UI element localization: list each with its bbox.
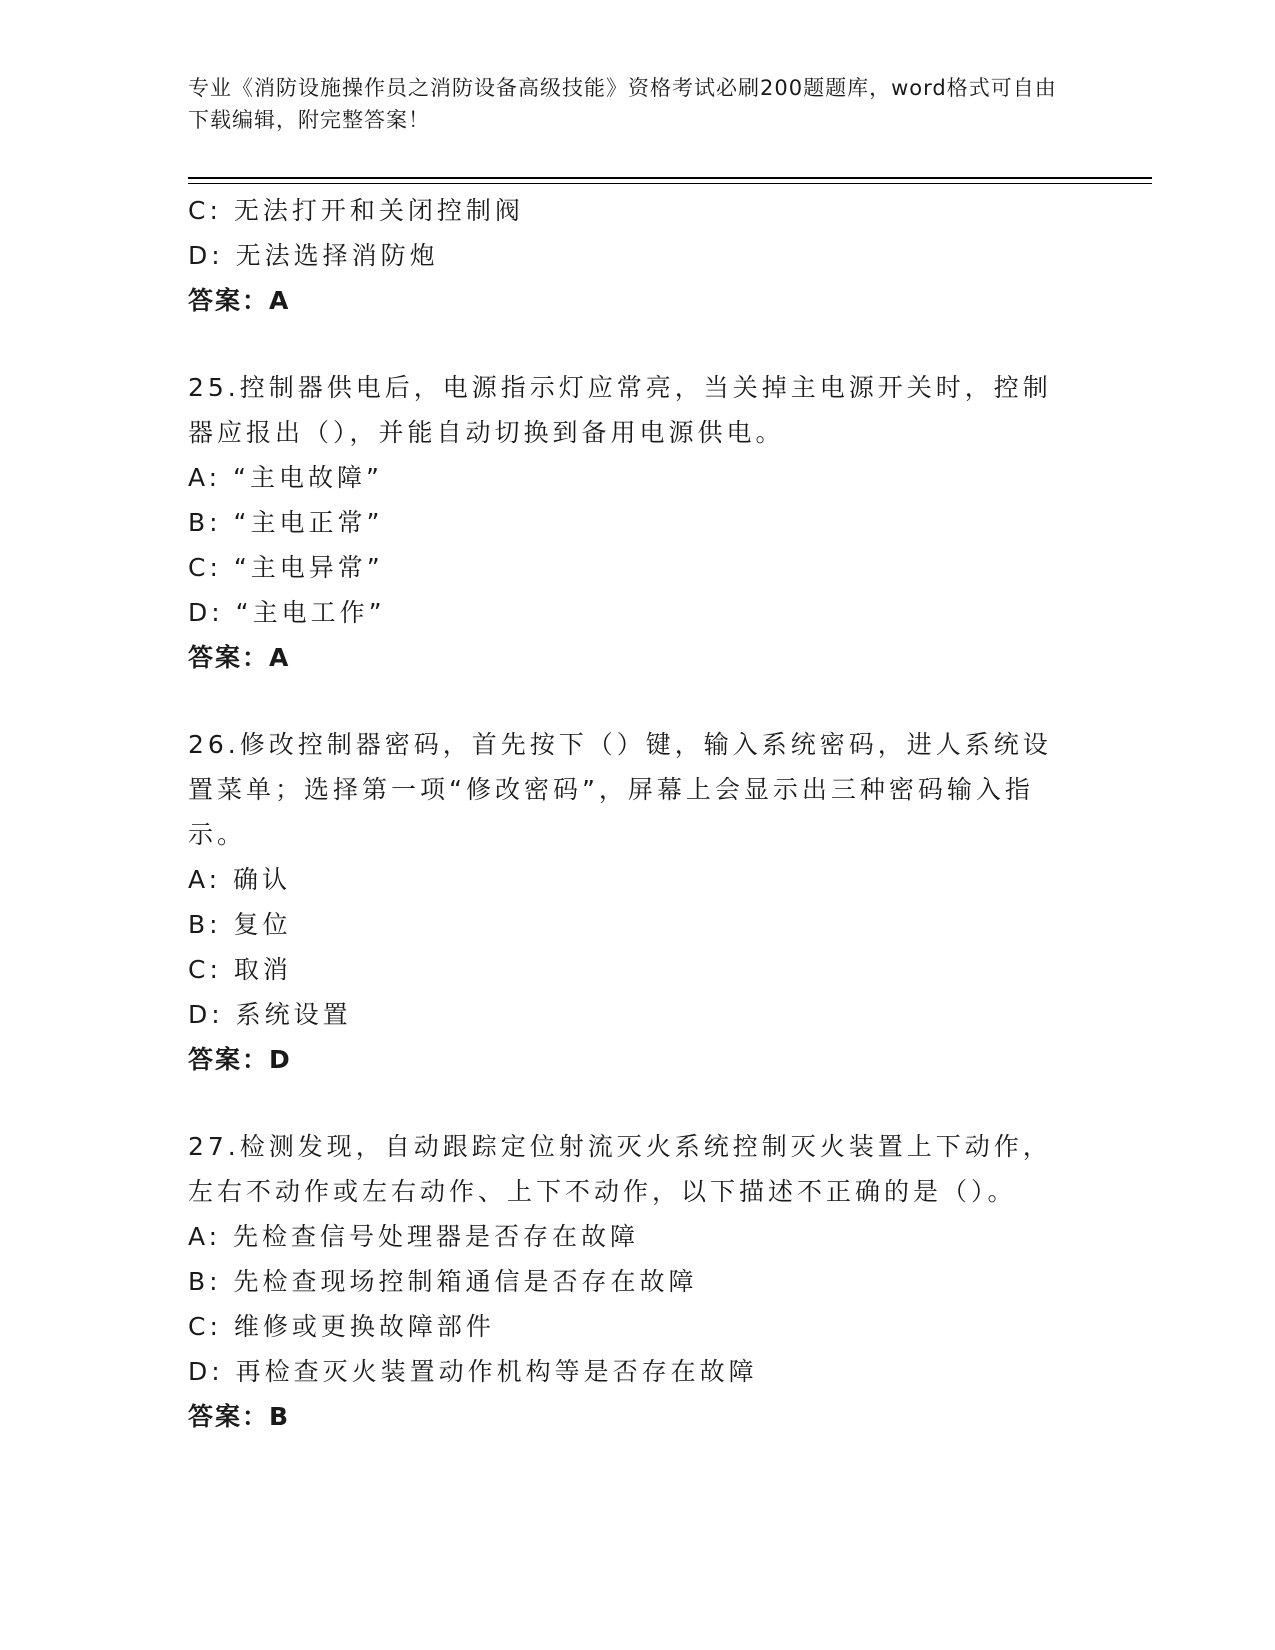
answer-line: 答案：A [188, 643, 291, 672]
question-text: 25.控制器供电后，电源指示灯应常亮，当关掉主电源开关时，控制器应报出（），并能自动切换到备用电源供电。 [188, 373, 1052, 447]
question-text: 26.修改控制器密码，首先按下（）键，输入系统密码，进人系统设置菜单；选择第一项“修改密码”，屏幕上会显示出三种密码输入指示。 [188, 730, 1052, 849]
question-27 [188, 1124, 1088, 1439]
question-26 [188, 722, 1088, 1082]
answer-line: 答案：D [188, 1045, 292, 1074]
question-text: 27.检测发现，自动跟踪定位射流灭火系统控制灭火装置上下动作，左右不动作或左右动作、上下不动作，以下描述不正确的是（）。 [188, 1132, 1052, 1206]
option-c: C: “主电异常” [188, 553, 384, 582]
option-c: C: 维修或更换故障部件 [188, 1312, 495, 1341]
option-d: D: 系统设置 [188, 1000, 352, 1029]
option-d: D: “主电工作” [188, 598, 386, 627]
header-rule-thin [188, 183, 1152, 184]
question-25 [188, 365, 1088, 680]
option-d: D: 再检查灭火装置动作机构等是否存在故障 [188, 1357, 758, 1386]
option-a: A: 先检查信号处理器是否存在故障 [188, 1222, 640, 1251]
header-rule-thick [188, 177, 1152, 179]
option-d: D: 无法选择消防炮 [188, 241, 439, 270]
option-c: C: 取消 [188, 955, 292, 984]
option-b: B: “主电正常” [188, 508, 384, 537]
option-b: B: 先检查现场控制箱通信是否存在故障 [188, 1267, 698, 1296]
document-header: 专业《消防设施操作员之消防设备高级技能》资格考试必刷200题题库，word格式可自由下载编辑，附完整答案！ [188, 76, 1057, 132]
question-continuation [188, 188, 1088, 323]
question-content [188, 188, 1088, 1439]
answer-line: 答案：A [188, 286, 291, 315]
option-b: B: 复位 [188, 910, 292, 939]
option-a: A: “主电故障” [188, 463, 383, 492]
option-c: C: 无法打开和关闭控制阀 [188, 196, 524, 225]
option-a: A: 确认 [188, 865, 292, 894]
answer-line: 答案：B [188, 1402, 291, 1431]
